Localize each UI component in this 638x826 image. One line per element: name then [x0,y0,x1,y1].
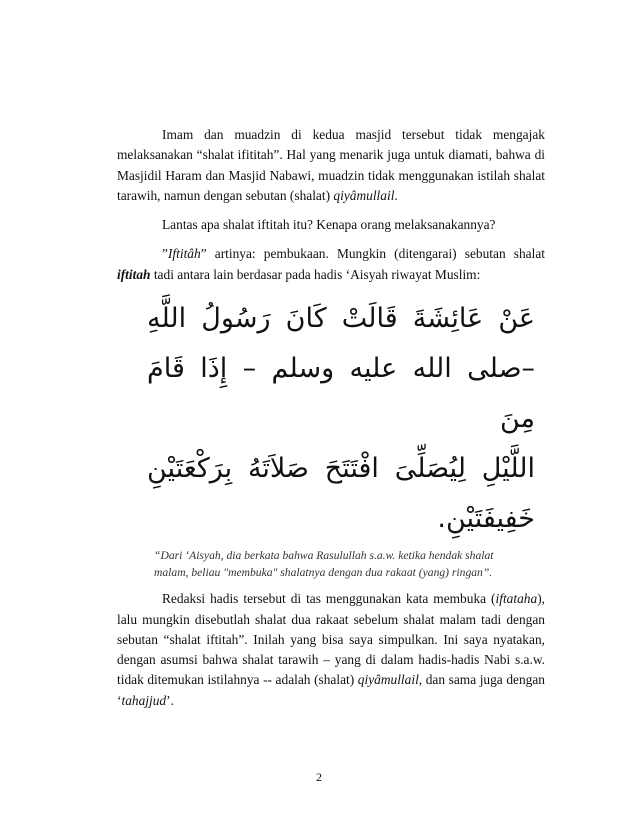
paragraph-1 [117,125,545,206]
arabic-line-1: عَنْ عَائِشَةَ قَالَتْ كَانَ رَسُولُ اللَّهِ [147,303,535,335]
p3-quote-open: ” [162,246,168,262]
p4-text-g: ’. [166,692,174,708]
p3-term-iftitah-bold: iftitah [117,266,151,282]
arabic-line-3: اللَّيْلِ لِيُصَلِّىَ افْتَتَحَ صَلاَتَهُ بِرَكْعَتَيْنِ [147,453,535,485]
p3-text-c: ” artinya: pembukaan. Mungkin (ditengarai) sebutan shalat [200,246,545,262]
p4-text-c: ), lalu mungkin disebutlah shalat dua rakaat sebelum shalat malam tadi dengan sebutan “shalat iftitah”. Inilah yang bisa saya simpulkan. Ini saya nyatakan, dengan asumsi bahwa shalat tarawih – yang di dalam hadis-hadis Nabi s.a.w. tidak ditemukan istilahnya -- adalah (shalat) [117,591,545,688]
p4-text-e: , dan sama juga dengan ‘ [117,672,545,708]
paragraph-4 [117,589,545,711]
paragraph-2: Lantas apa shalat iftitah itu? Kenapa orang melaksanakannya? [162,217,496,233]
arabic-line-4: خَفِيفَتَيْنِ. [437,503,535,535]
arabic-hadith [147,294,535,544]
page-body [117,125,545,720]
p4-term-tahajjud: tahajjud [121,692,167,708]
p4-term-qiyamullail: qiyâmullail [357,672,419,688]
p4-term-iftataha: iftataha [495,591,538,607]
hadith-translation: “Dari ‘Aisyah, dia berkata bahwa Rasulullah s.a.w. ketika hendak shalat malam, beliau "membuka" shalatnya dengan dua rakaat (yang) ringan”. [154,549,494,579]
p1-text-a: Imam dan muadzin di kedua masjid tersebut tidak mengajak melaksanakan “shalat ifititah”. Hal yang menarik juga untuk diamati, bahwa di Masjidil Haram dan Masjid Nabawi, muadzin tidak menggunakan istilah shalat tarawih, namun dengan sebutan (shalat) [117,127,545,203]
arabic-line-2: –صلى الله عليه وسلم – إِذَا قَامَ مِنَ [147,353,535,435]
p1-text-c: . [394,187,398,203]
p4-text-a: Redaksi hadis tersebut di tas menggunakan kata membuka ( [162,591,496,607]
page-number: 2 [316,770,322,784]
p1-term-qiyamullail: qiyâmullail [333,187,395,203]
paragraph-3 [117,244,545,285]
p3-term-iftitah: Iftitâh [167,246,201,262]
p3-text-e: tadi antara lain berdasar pada hadis ‘Aisyah riwayat Muslim: [150,266,481,282]
